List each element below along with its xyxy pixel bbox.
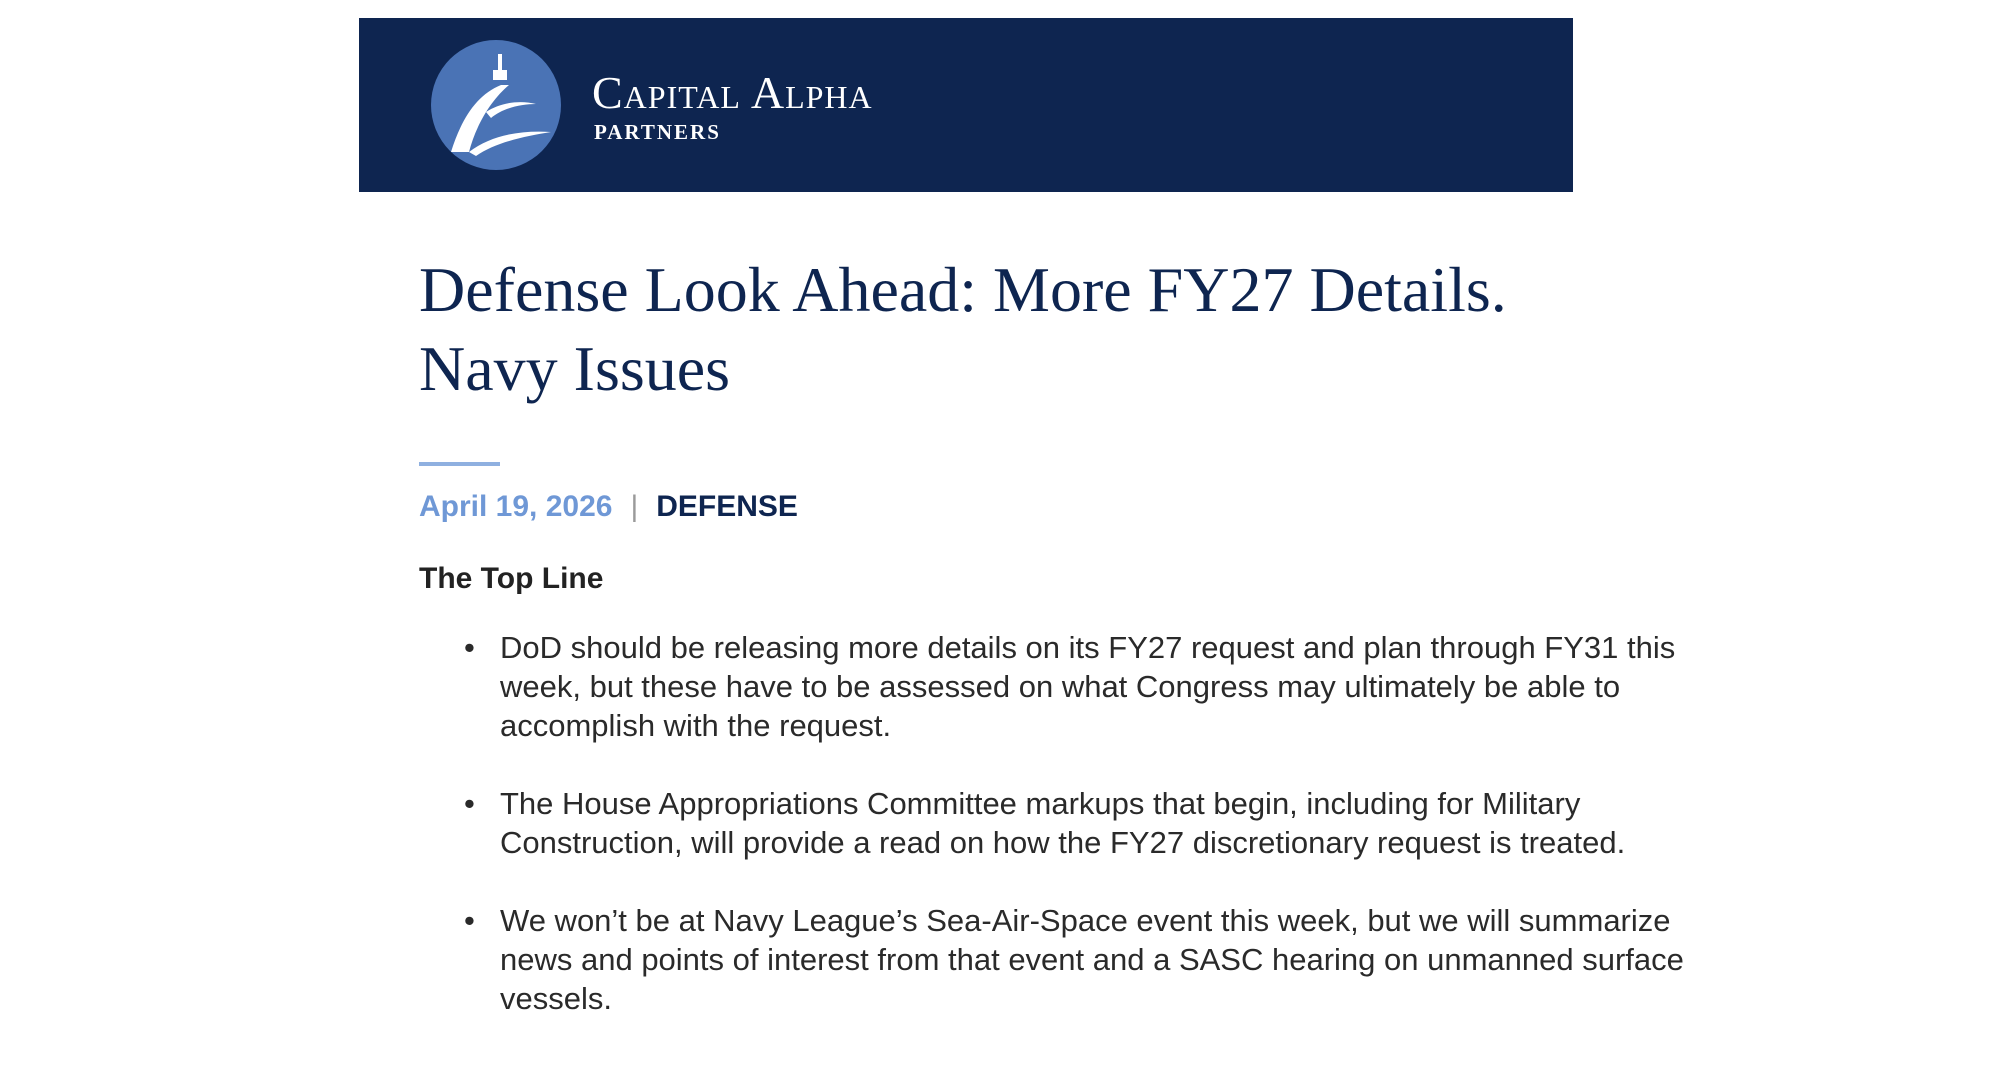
header-banner [359,18,1573,192]
brand-name: Capital Alpha [592,67,873,118]
brand-subtitle: PARTNERS [594,120,721,144]
top-line-list [419,628,1720,1057]
capitol-dome-logo-icon [431,40,561,170]
article-category[interactable]: DEFENSE [656,490,798,523]
list-item-text: DoD should be releasing more details on its FY27 request and plan through FY31 this week, but these have to be assessed on what Congress may ultimately be able to accomplish with the request. [500,630,1676,743]
title-divider [419,462,500,466]
meta-separator: | [630,490,639,523]
list-item-text: The House Appropriations Committee markups that begin, including for Military Construction, will provide a read on how the FY27 discretionary request is treated. [500,786,1626,860]
article-date: April 19, 2026 [419,490,613,523]
bullet-icon: • [464,786,475,821]
list-item-text: We won’t be at Navy League’s Sea-Air-Space event this week, but we will summarize news and points of interest from that event and a SASC hearing on unmanned surface vessels. [500,903,1684,1016]
bullet-icon: • [464,630,475,665]
bullet-icon: • [464,903,475,938]
article-title: Defense Look Ahead: More FY27 Details. Navy Issues [419,254,1507,404]
list-item [464,784,1720,862]
article-meta [419,488,798,526]
list-item [464,901,1720,1018]
list-item [464,628,1720,745]
section-heading: The Top Line [419,562,604,595]
